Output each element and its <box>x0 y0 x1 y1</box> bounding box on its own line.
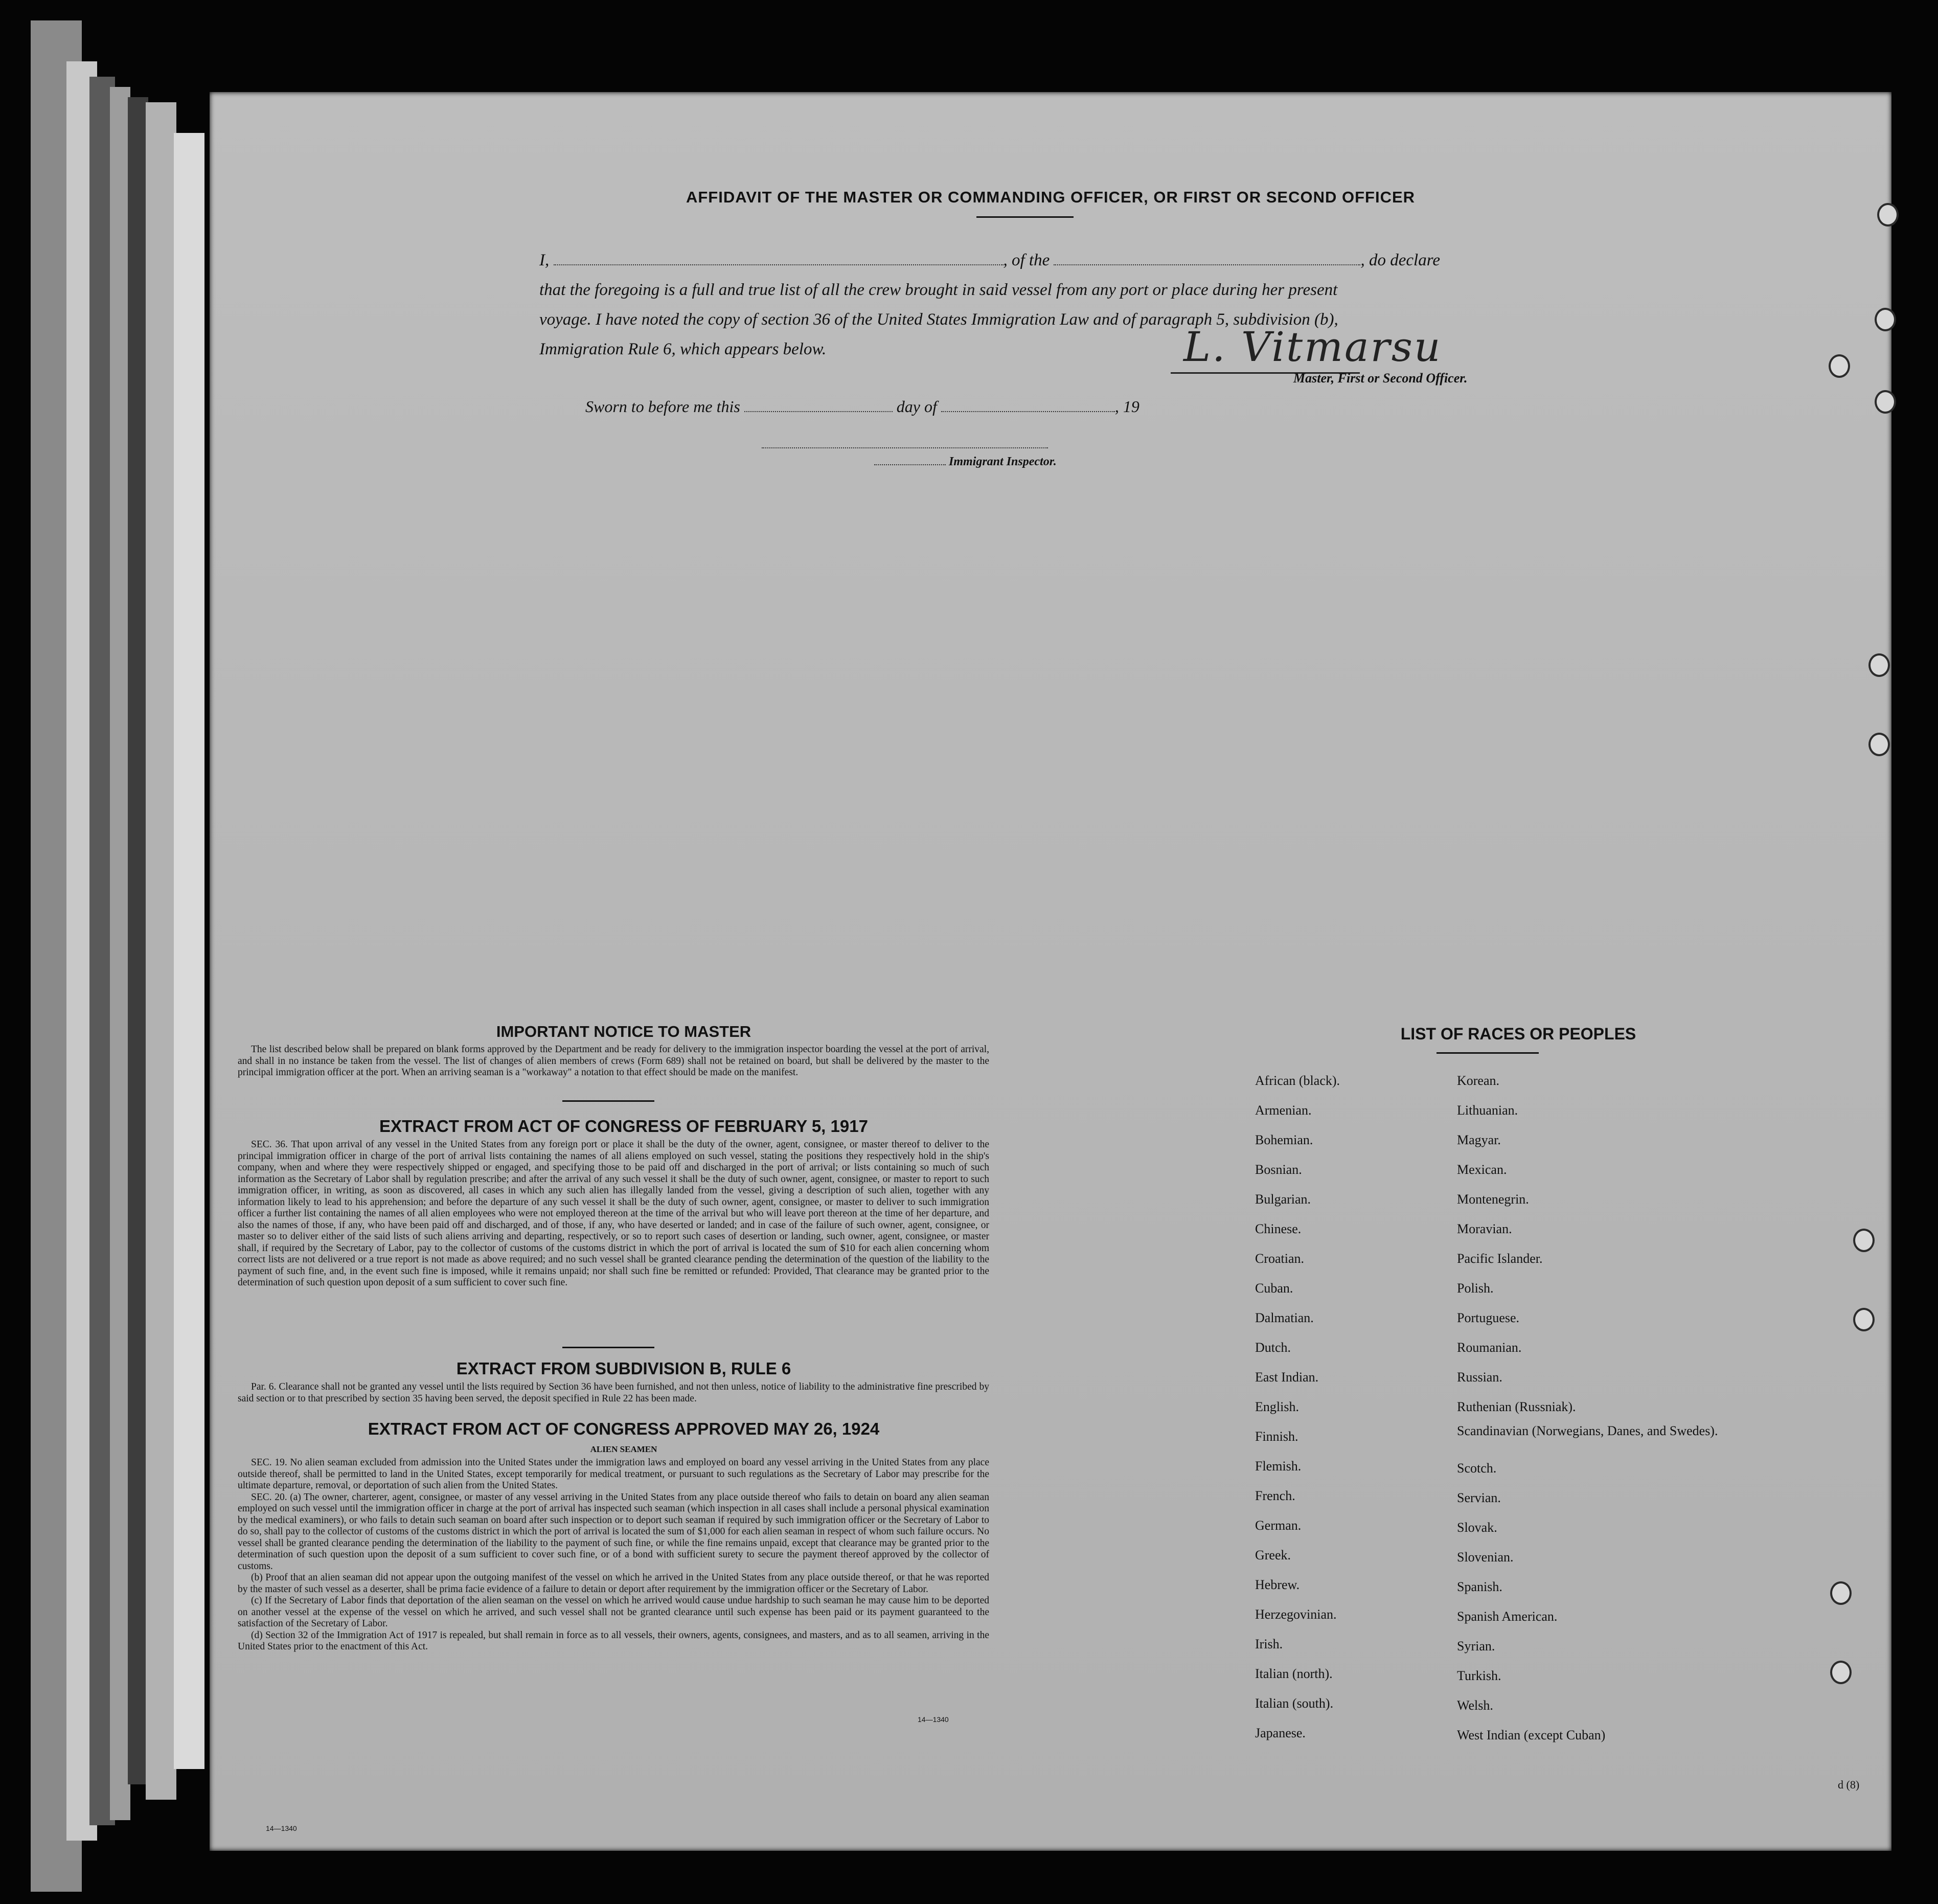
form-number: 14—1340 <box>918 1715 949 1724</box>
race-item: Armenian. <box>1255 1103 1312 1118</box>
affidavit-line-4: Immigration Rule 6, which appears below. <box>539 340 827 358</box>
race-item: German. <box>1255 1518 1302 1533</box>
bottom-form-number: 14—1340 <box>266 1824 297 1832</box>
page-edge <box>110 87 130 1820</box>
race-item: Italian (north). <box>1255 1666 1333 1681</box>
race-item: West Indian (except Cuban) <box>1457 1728 1606 1742</box>
of-the-label: , of the <box>1003 251 1050 269</box>
act-1924-text <box>238 1457 989 1653</box>
sworn-line <box>585 397 1139 416</box>
affidavit-line-2: that the foregoing is a full and true list of all the crew brought in said vessel from any port or place during her present <box>539 281 1338 299</box>
race-item: Russian. <box>1457 1370 1502 1385</box>
race-item: Spanish American. <box>1457 1609 1558 1624</box>
rule-6-text: Par. 6. Clearance shall not be granted any vessel until the lists required by Section 36 have been furnished, and not then unless, notice of liability to the administrative fine prescribed by said section or to that prescribed by section 35 having been served, the deposit specified in Rule 22 has been made. <box>238 1381 989 1404</box>
punch-hole <box>1829 354 1850 378</box>
section-20-a: SEC. 20. (a) The owner, charterer, agent, consignee, or master of any vessel arriving in the United States from any place outside thereof who fails to detain on board any alien seaman employed on such vessel until the immigration officer in charge at the port of arrival has inspected such seaman (which inspection in all cases shall include a personal physical examination by the medical examiners), or who fails to detain such seaman on board after such inspection or to deport such seaman if required by such immigration officer or the Secretary of Labor to do so, shall pay to the collector of customs of the customs district in which the port of arrival is located the sum of $1,000 for each alien seaman in respect of whom such failure occurs. No vessel shall be granted clearance pending the determination of the liability to the payment of such fine, or while the fine remains unpaid, except that clearance may be granted prior to the determination of such question upon the deposit of a sum sufficient to cover such fine, or of a bond with sufficient surety to secure the payment thereof approved by the collector of customs. <box>238 1491 989 1572</box>
inspector-label: Immigrant Inspector. <box>874 455 1057 469</box>
section-19: SEC. 19. No alien seaman excluded from admission into the United States under the immigration laws and employed on board any vessel arriving in the United States from any place outside thereof, shall be permitted to land in the United States, except temporarily for medical treatment, or pursuant to such regulations as the Secretary of Labor may prescribe for the ultimate departure, removal, or deportation of such alien from the United States. <box>238 1457 989 1491</box>
race-item: Polish. <box>1457 1281 1494 1296</box>
affidavit-line-3: voyage. I have noted the copy of section 36 of the United States Immigration Law and of paragraph 5, subdivision (b), <box>539 310 1338 329</box>
inspector-line <box>762 447 1048 448</box>
race-item: Bosnian. <box>1255 1162 1302 1177</box>
inspector-field[interactable] <box>874 456 946 465</box>
race-item: Herzegovinian. <box>1255 1607 1337 1622</box>
race-item: Finnish. <box>1255 1429 1298 1444</box>
race-item: Croatian. <box>1255 1251 1305 1266</box>
month-field[interactable] <box>941 397 1115 412</box>
vessel-field[interactable] <box>1054 250 1360 265</box>
page-edge <box>146 102 176 1800</box>
race-item: Slovak. <box>1457 1520 1497 1535</box>
race-item: Magyar. <box>1457 1132 1501 1147</box>
race-item: Lithuanian. <box>1457 1103 1518 1118</box>
form-sheet <box>210 92 1891 1851</box>
act-1917-text: SEC. 36. That upon arrival of any vessel in the United States from any foreign port or place it shall be the duty of the owner, agent, consignee, or master thereof to deliver to the principal immigration officer in charge of the port of arrival lists containing the names of all aliens employed on such vessel, stating the positions they respectively hold in the ship's company, when and where they were respectively shipped or engaged, and specifying those to be paid off and discharged in the port of arrival; or lists containing so much of such information as the Secretary of Labor shall by regulation prescribe; and after the arrival of any such vessel it shall be the duty of such owner, agent, consignee, or master to report to such immigration officer, in writing, as soon as discovered, all cases in which any such alien has illegally landed from the vessel, giving a description of such alien, together with any information likely to lead to his apprehension; and before the departure of any such vessel it shall be the duty of such owner, agent, consignee, or master to deliver to such immigration officer a further list containing the names of all alien employees who were not employed thereon at the time of the arrival but who will leave port thereon at the time of her departure, and also the names of those, if any, who have been paid off and discharged, and of those, if any, who have deserted or landed; and in case of the failure of such owner, agent, consignee, or master so to deliver either of the said lists of such aliens arriving and departing, respectively, or so to report such cases of desertion or landing, such owner, agent, consignee, or master shall, if required by the Secretary of Labor, pay to the collector of customs of the customs district in which the port of arrival is located the sum of $10 for each alien concerning whom correct lists are not delivered or a true report is not made as above required; and no such vessel shall be granted clearance pending the determination of the question of the liability to the payment of such fine, and, in the event such fine is imposed, while it remains unpaid; nor shall such fine be remitted or refunded: Provided, That clearance may be granted prior to the determination of such question upon deposit of a sum sufficient to cover such fine. <box>238 1139 989 1288</box>
page-edge <box>128 97 148 1784</box>
race-item: Turkish. <box>1457 1668 1501 1683</box>
race-item: African (black). <box>1255 1073 1340 1088</box>
day-field[interactable] <box>744 397 893 412</box>
race-item: Slovenian. <box>1457 1550 1514 1565</box>
races-title-rule <box>1437 1052 1539 1054</box>
signature-label: Master, First or Second Officer. <box>1293 371 1468 386</box>
race-item: Welsh. <box>1457 1698 1493 1713</box>
affidavit-text <box>539 245 1730 364</box>
sworn-prefix: Sworn to before me this <box>585 397 740 416</box>
race-item: Ruthenian (Russniak). <box>1457 1399 1576 1414</box>
right-note: d (8) <box>1838 1778 1860 1791</box>
punch-hole <box>1853 1308 1875 1331</box>
punch-hole <box>1868 653 1890 677</box>
punch-hole <box>1875 390 1896 414</box>
race-item: Korean. <box>1457 1073 1500 1088</box>
act-1924-title: EXTRACT FROM ACT OF CONGRESS APPROVED MAY 26, 1924 <box>368 1419 880 1438</box>
race-item: Servian. <box>1457 1490 1501 1505</box>
race-item: Hebrew. <box>1255 1577 1300 1592</box>
race-item: Mexican. <box>1457 1162 1507 1177</box>
race-item: East Indian. <box>1255 1370 1319 1385</box>
race-item: Spanish. <box>1457 1579 1502 1594</box>
punch-hole <box>1830 1581 1852 1605</box>
notice-text: The list described below shall be prepared on blank forms approved by the Department and be ready for delivery to the immigration inspector boarding the vessel at the port of arrival, and shall in no instance be taken from the vessel. The list of changes of alien members of crews (Form 689) shall not be retained on board, but shall be delivered by the master to the principal immigration officer at the port. When an arriving seaman is a "workaway" a notation to that effect should be made on the manifest. <box>238 1044 989 1078</box>
section-20-c: (c) If the Secretary of Labor finds that deportation of the alien seaman on the vessel on which he arrived would cause undue hardship to such seaman he may cause him to be deported on another vessel at the expense of the vessel on which he arrived, and such vessel shall not be granted clearance until such expense has been paid or its payment guaranteed to the satisfaction of the Secretary of Labor. <box>238 1595 989 1629</box>
race-item: Irish. <box>1255 1637 1283 1651</box>
name-field[interactable] <box>554 250 1004 265</box>
races-list-left <box>1255 1066 1439 1748</box>
section-20-b: (b) Proof that an alien seaman did not appear upon the outgoing manifest of the vessel on which he arrived in the United States from any place outside thereof, or that he was reported by the master of such vessel as a deserter, shall be prima facie evidence of a failure to detain or deport after requirement by the immigration officer or the Secretary of Labor. <box>238 1572 989 1595</box>
affidavit-title: AFFIDAVIT OF THE MASTER OR COMMANDING OFFICER, OR FIRST OR SECOND OFFICER <box>686 188 1416 206</box>
day-of-label: day of <box>896 397 937 416</box>
race-item: Greek. <box>1255 1548 1291 1562</box>
notice-title: IMPORTANT NOTICE TO MASTER <box>496 1023 751 1040</box>
race-item: Portuguese. <box>1457 1310 1520 1325</box>
race-item: Bulgarian. <box>1255 1192 1311 1207</box>
race-item: Scotch. <box>1457 1461 1497 1476</box>
punch-hole <box>1830 1661 1852 1684</box>
race-item: Italian (south). <box>1255 1696 1334 1711</box>
race-item: Cuban. <box>1255 1281 1293 1296</box>
punch-hole <box>1868 733 1890 756</box>
race-item: Moravian. <box>1457 1221 1512 1236</box>
punch-hole <box>1875 308 1896 331</box>
alien-seamen-subtitle: ALIEN SEAMEN <box>590 1444 657 1454</box>
race-item: Dutch. <box>1255 1340 1291 1355</box>
section-rule <box>562 1347 654 1348</box>
section-rule <box>562 1100 654 1102</box>
punch-hole <box>1853 1229 1875 1252</box>
year-label: , 19 <box>1114 397 1139 416</box>
races-title: LIST OF RACES OR PEOPLES <box>1400 1025 1636 1043</box>
act-1917-title: EXTRACT FROM ACT OF CONGRESS OF FEBRUARY 5, 1917 <box>379 1117 868 1136</box>
race-item: Montenegrin. <box>1457 1192 1529 1207</box>
race-item: Flemish. <box>1255 1459 1302 1474</box>
page-edge <box>174 133 204 1769</box>
race-item: Syrian. <box>1457 1639 1495 1653</box>
race-item: Bohemian. <box>1255 1132 1313 1147</box>
do-declare-label: , do declare <box>1360 251 1440 269</box>
affidavit-line-1 <box>539 245 1730 275</box>
race-item: French. <box>1255 1488 1295 1503</box>
handwritten-signature: L. Vitmarsu <box>1183 323 1442 371</box>
title-rule <box>976 216 1074 218</box>
race-item: Chinese. <box>1255 1221 1302 1236</box>
race-item: English. <box>1255 1399 1299 1414</box>
race-item: Scandinavian (Norwegians, Danes, and Swedes). <box>1457 1423 1718 1438</box>
rule-6-title: EXTRACT FROM SUBDIVISION B, RULE 6 <box>456 1359 791 1378</box>
races-list-right <box>1457 1066 1718 1750</box>
race-item: Dalmatian. <box>1255 1310 1314 1325</box>
race-item: Japanese. <box>1255 1726 1306 1740</box>
section-20-d: (d) Section 32 of the Immigration Act of 1917 is repealed, but shall remain in force as to all vessels, their owners, agents, consignees, and masters, and as to all seamen, arriving in the United States prior to the enactment of this Act. <box>238 1629 989 1652</box>
i-label: I, <box>539 251 550 269</box>
race-item: Roumanian. <box>1457 1340 1522 1355</box>
race-item: Pacific Islander. <box>1457 1251 1543 1266</box>
